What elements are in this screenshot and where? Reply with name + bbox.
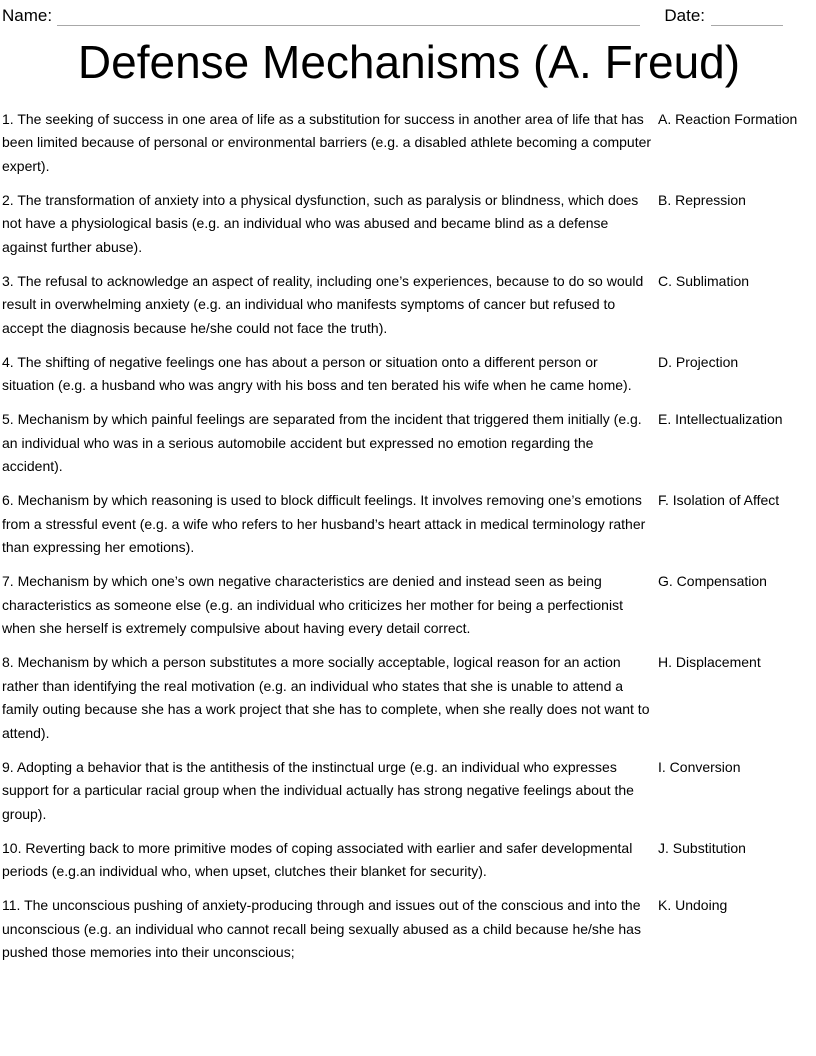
definition-text: Mechanism by which painful feelings are separated from the incident that triggered them initially (e.g. an individual who was in a serious automobile accident but expressed no emotion regarding the accident). [2, 411, 642, 475]
item-number: 8. [2, 654, 14, 671]
item-number: 6. [2, 492, 14, 509]
matching-item [2, 489, 816, 560]
definition-cell [2, 189, 652, 260]
item-number: 7. [2, 573, 14, 590]
definition-text: The seeking of success in one area of life as a substitution for success in another area of life that has been limited because of personal or environmental barriers (e.g. a disabled athlete becoming a computer expert). [2, 110, 652, 174]
answer-option: I. Conversion [658, 758, 741, 775]
definition-text: The refusal to acknowledge an aspect of reality, including one’s experiences, because to do so would result in overwhelming anxiety (e.g. an individual who manifests symptoms of cancer but refused to accept the diagnosis because he/she could not face the truth). [2, 272, 644, 336]
definition-cell [2, 651, 652, 745]
item-number: 10. [2, 839, 22, 856]
matching-item [2, 108, 816, 179]
matching-item [2, 570, 816, 641]
item-number: 5. [2, 411, 14, 428]
definition-text: Mechanism by which reasoning is used to block difficult feelings. It involves removing one’s emotions from a stressful event (e.g. a wife who refers to her husband’s heart attack in medical terminology rather than expressing her emotions). [2, 492, 646, 556]
answer-option: G. Compensation [658, 573, 767, 590]
definition-cell [2, 270, 652, 341]
worksheet-title: Defense Mechanisms (A. Freud) [77, 36, 741, 88]
matching-item [2, 270, 816, 341]
definition-text: The unconscious pushing of anxiety-producing through and issues out of the conscious and into the unconscious (e.g. an individual who cannot recall being sexually abused as a child because he/she has pushed those memories into their unconscious; [2, 897, 641, 961]
matching-item [2, 894, 816, 965]
item-number: 3. [2, 272, 14, 289]
matching-item [2, 351, 816, 398]
matching-item [2, 837, 816, 884]
matching-item [2, 651, 816, 745]
matching-item [2, 189, 816, 260]
definition-text: The shifting of negative feelings one has about a person or situation onto a different person or situation (e.g. a husband who was angry with his boss and ten berated his wife when he came home). [2, 353, 632, 394]
item-number: 1. [2, 110, 14, 127]
definition-text: Mechanism by which one’s own negative characteristics are denied and instead seen as being characteristics as someone else (e.g. an individual who criticizes her mother for being a perfectionist when she herself is extremely compulsive about having every detail correct. [2, 573, 623, 637]
item-number: 11. [2, 897, 21, 914]
name-label: Name: [2, 6, 53, 25]
definition-text: Reverting back to more primitive modes of coping associated with earlier and safer developmental periods (e.g.an individual who, when upset, clutches their blanket for security). [2, 839, 633, 880]
definition-cell [2, 351, 652, 398]
matching-item [2, 756, 816, 827]
item-number: 9. [2, 758, 14, 775]
matching-list [2, 108, 816, 965]
date-blank-line [711, 10, 783, 26]
date-label: Date: [664, 6, 705, 25]
answer-option: H. Displacement [658, 654, 761, 671]
definition-text: Adopting a behavior that is the antithesis of the instinctual urge (e.g. an individual who expresses support for a particular racial group when the individual actually has strong negative feelings about the group). [2, 758, 634, 822]
definition-cell [2, 570, 652, 641]
definition-cell [2, 489, 652, 560]
definition-text: Mechanism by which a person substitutes a more socially acceptable, logical reason for an action rather than identifying the real motivation (e.g. an individual who states that she is unable to attend a family outing because she has a work project that she has to complete, when she really does not want to attend). [2, 654, 650, 741]
header-row [2, 2, 816, 26]
item-number: 4. [2, 353, 14, 370]
definition-cell [2, 756, 652, 827]
definition-cell [2, 837, 652, 884]
answer-option: C. Sublimation [658, 272, 750, 289]
definition-cell [2, 408, 652, 479]
definition-cell [2, 108, 652, 179]
answer-option: E. Intellectualization [658, 411, 783, 428]
answer-option: K. Undoing [658, 897, 728, 914]
answer-option: J. Substitution [658, 839, 746, 856]
definition-text: The transformation of anxiety into a physical dysfunction, such as paralysis or blindness, which does not have a physiological basis (e.g. an individual who was abused and became blind as a defense against further abuse). [2, 191, 639, 255]
name-blank-line [57, 10, 640, 26]
definition-cell [2, 894, 652, 965]
item-number: 2. [2, 191, 14, 208]
answer-option: F. Isolation of Affect [658, 492, 780, 509]
answer-option: D. Projection [658, 353, 739, 370]
answer-option: A. Reaction Formation [658, 110, 798, 127]
matching-item [2, 408, 816, 479]
answer-option: B. Repression [658, 191, 746, 208]
